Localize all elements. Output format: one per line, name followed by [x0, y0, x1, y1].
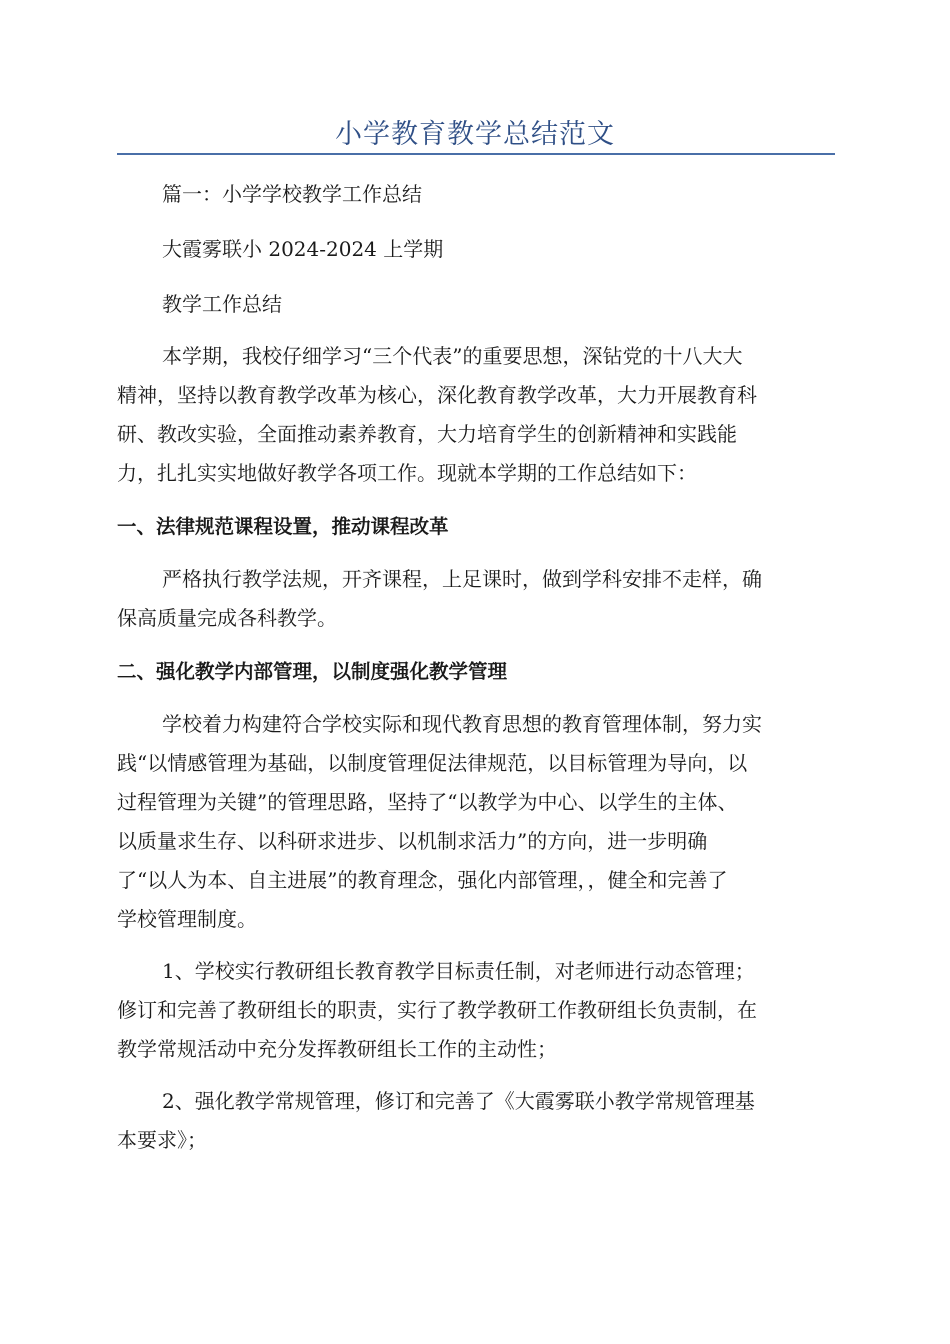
paragraph-line: 学校着力构建符合学校实际和现代教育思想的教育管理体制，努力实 [162, 712, 762, 736]
title-underline [117, 153, 835, 155]
paragraph-line: 研、教改实验，全面推动素养教育，大力培育学生的创新精神和实践能 [117, 422, 737, 446]
paragraph-line: 践“以情感管理为基础，以制度管理促法律规范，以目标管理为导向，以 [117, 751, 748, 775]
paragraph-line: 学校管理制度。 [117, 907, 257, 931]
paragraph-line: 力，扎扎实实地做好教学各项工作。现就本学期的工作总结如下： [117, 461, 697, 485]
paragraph-line: 了“以人为本、自主进展”的教育理念，强化内部管理，，健全和完善了 [117, 868, 728, 892]
intro-line: 教学工作总结 [162, 292, 282, 316]
paragraph-line: 1、学校实行教研组长教育教学目标责任制，对老师进行动态管理； [162, 959, 755, 983]
paragraph-line: 严格执行教学法规，开齐课程，上足课时，做到学科安排不走样，确 [162, 567, 762, 591]
paragraph-line: 教学常规活动中充分发挥教研组长工作的主动性； [117, 1037, 557, 1061]
paragraph-line: 本要求》； [117, 1128, 207, 1152]
paragraph-line: 本学期，我校仔细学习“三个代表”的重要思想，深钻党的十八大大 [162, 344, 743, 368]
section-heading: 一、法律规范课程设置，推动课程改革 [117, 515, 449, 538]
section-heading: 二、强化教学内部管理，以制度强化教学管理 [117, 660, 508, 683]
paragraph-line: 2、强化教学常规管理，修订和完善了《大霞雾联小教学常规管理基 [162, 1089, 755, 1113]
intro-line: 篇一：小学学校教学工作总结 [162, 182, 422, 206]
paragraph-line: 过程管理为关键”的管理思路，坚持了“以教学为中心、以学生的主体、 [117, 790, 738, 814]
intro-line: 大霞雾联小 2024-2024 上学期 [162, 237, 444, 261]
document-title: 小学教育教学总结范文 [335, 119, 615, 150]
paragraph-line: 以质量求生存、以科研求进步、以机制求活力”的方向，进一步明确 [117, 829, 708, 853]
paragraph-line: 修订和完善了教研组长的职责，实行了教学教研工作教研组长负责制，在 [117, 998, 757, 1022]
paragraph-line: 保高质量完成各科教学。 [117, 606, 337, 630]
paragraph-line: 精神，坚持以教育教学改革为核心，深化教育教学改革，大力开展教育科 [117, 383, 757, 407]
